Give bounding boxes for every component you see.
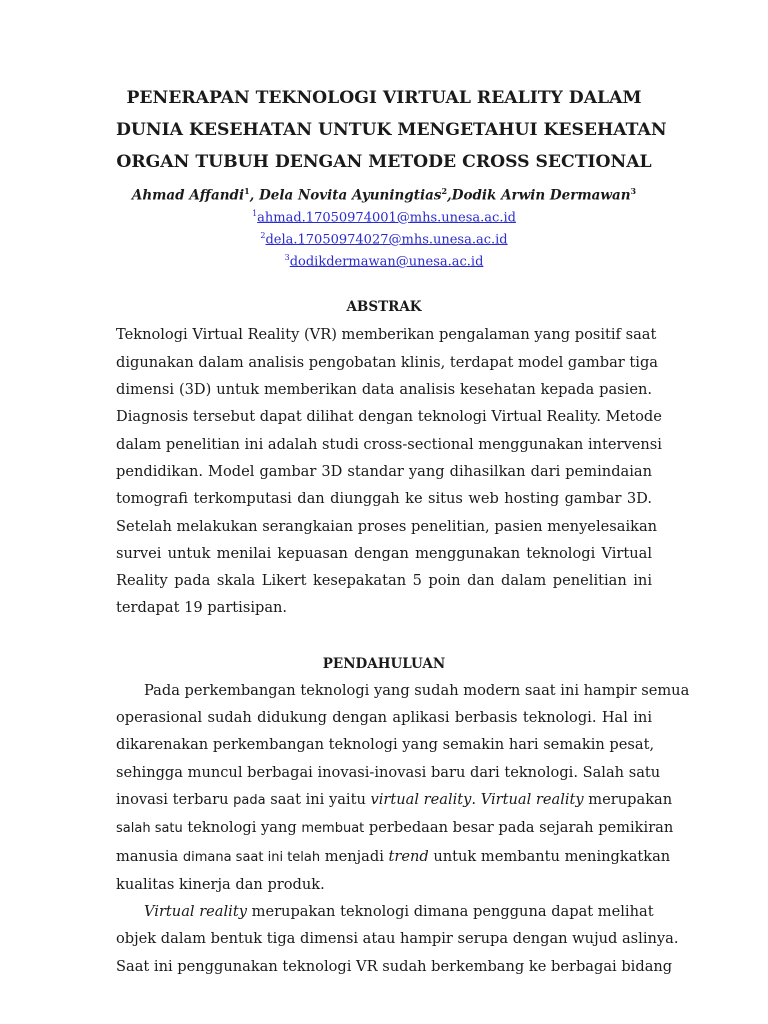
text-line — [116, 814, 674, 842]
text-run: manusia — [116, 847, 183, 865]
text-line: pendidikan. Model gambar 3D standar yang dihasilkan dari pemindaian — [116, 462, 652, 480]
text-line — [116, 898, 652, 925]
text-line: sehingga muncul berbagai inovasi-inovasi baru dari teknologi. Salah satu — [116, 763, 661, 781]
text-line: kualitas kinerja dan produk. — [116, 875, 325, 893]
text-run: untuk membantu meningkatkan — [428, 847, 671, 865]
email-link[interactable]: ahmad.17050974001@mhs.unesa.ac.id — [257, 209, 516, 225]
text-line — [116, 786, 673, 814]
email-sup: 3 — [284, 253, 290, 263]
intro-paragraph-1 — [116, 677, 690, 898]
text-line: dikarenakan perkembangan teknologi yang semakin hari semakin pesat, — [116, 736, 655, 754]
text-run-italic: Virtual reality — [144, 903, 247, 921]
author-name: ,Dodik Arwin Dermawan — [447, 187, 631, 204]
intro-heading: PENDAHULUAN — [322, 655, 446, 672]
author-email — [116, 249, 652, 271]
email-link[interactable]: dodikdermawan@unesa.ac.id — [289, 254, 484, 270]
text-run: salah satu — [116, 821, 183, 837]
text-run: perbedaan besar pada sejarah pemikiran — [364, 819, 674, 837]
abstract-heading: ABSTRAK — [346, 299, 422, 316]
text-run: merupakan — [583, 790, 673, 808]
text-line: dimensi (3D) untuk memberikan data analisis kesehatan kepada pasien. — [116, 381, 652, 399]
text-run-italic: virtual reality — [370, 790, 472, 808]
text-run-italic: trend — [388, 847, 429, 865]
author-email — [116, 205, 652, 227]
text-line: objek dalam bentuk tiga dimensi atau hampir serupa dengan wujud aslinya. — [116, 930, 679, 948]
title-line: ORGAN TUBUH DENGAN METODE CROSS SECTIONAL — [116, 152, 652, 172]
text-line: digunakan dalam analisis pengobatan klinis, terdapat model gambar tiga — [116, 353, 658, 371]
text-run: membuat — [301, 821, 365, 837]
author-affil-sup: 2 — [441, 186, 448, 196]
text-run: pada — [233, 792, 266, 808]
text-run: merupakan teknologi dimana pengguna dapat melihat — [246, 903, 654, 921]
text-line: Teknologi Virtual Reality (VR) memberikan pengalaman yang positif saat — [116, 326, 657, 344]
text-line: Reality pada skala Likert kesepakatan 5 poin dan dalam penelitian ini — [116, 572, 652, 590]
text-run: dimana saat ini telah — [182, 849, 321, 865]
text-run: menjadi — [320, 847, 389, 865]
email-sup: 1 — [252, 208, 258, 218]
text-line: Pada perkembangan teknologi yang sudah modern saat ini hampir semua — [144, 681, 690, 699]
email-sup: 2 — [260, 230, 266, 240]
text-run: inovasi terbaru — [116, 790, 234, 808]
title-line: DUNIA KESEHATAN UNTUK MENGETAHUI KESEHATAN — [116, 120, 667, 140]
text-run: . — [471, 790, 481, 808]
text-line: terdapat 19 partisipan. — [116, 599, 288, 617]
author-affil-sup: 1 — [244, 186, 250, 196]
text-line: operasional sudah didukung dengan aplikasi berbasis teknologi. Hal ini — [116, 709, 652, 727]
paper-title — [116, 82, 667, 178]
title-line: PENERAPAN TEKNOLOGI VIRTUAL REALITY DALAM — [126, 88, 642, 108]
text-line — [116, 843, 671, 871]
author-list — [116, 182, 652, 205]
text-line: survei untuk menilai kepuasan dengan menggunakan teknologi Virtual — [116, 544, 652, 562]
author-name: , Dela Novita Ayuningtias — [249, 187, 442, 204]
text-run: teknologi yang — [182, 819, 302, 837]
text-line: dalam penelitian ini adalah studi cross-sectional menggunakan intervensi — [116, 435, 662, 453]
text-run: saat ini yaitu — [265, 790, 371, 808]
text-line: tomografi terkomputasi dan diunggah ke situs web hosting gambar 3D. — [116, 490, 652, 508]
text-line: Saat ini penggunakan teknologi VR sudah berkembang ke berbagai bidang — [116, 957, 673, 975]
abstract-text — [116, 321, 662, 621]
text-line: Setelah melakukan serangkaian proses penelitian, pasien menyelesaikan — [116, 517, 658, 535]
author-name: Ahmad Affandi — [131, 187, 245, 204]
author-affil-sup: 3 — [630, 186, 637, 196]
text-line: Diagnosis tersebut dapat dilihat dengan teknologi Virtual Reality. Metode — [116, 408, 662, 426]
text-run-italic: Virtual reality — [480, 790, 584, 808]
intro-paragraph-2 — [116, 898, 679, 980]
author-email — [116, 227, 652, 249]
email-link[interactable]: dela.17050974027@mhs.unesa.ac.id — [265, 232, 508, 248]
